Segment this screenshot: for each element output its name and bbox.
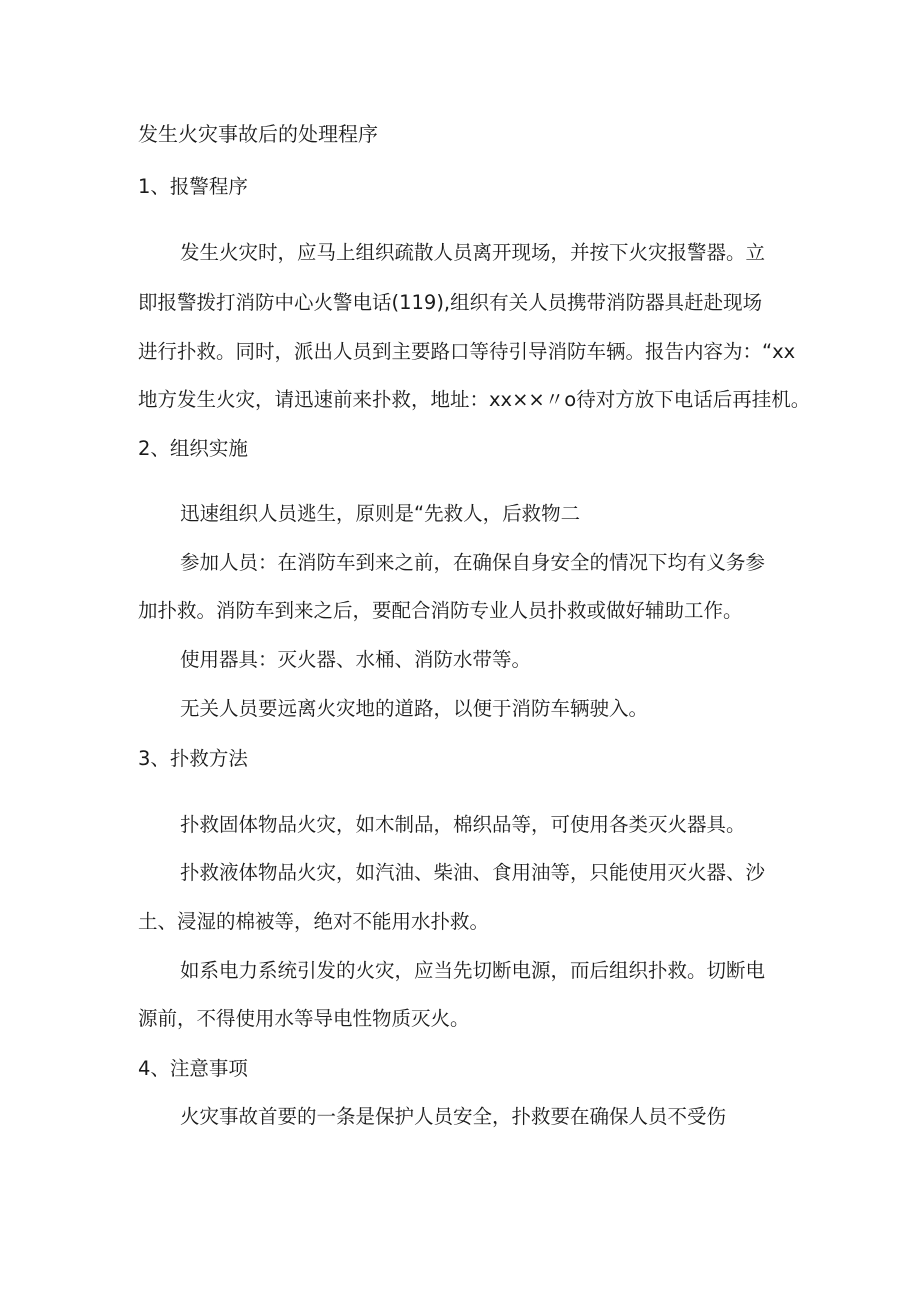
section-heading-organize: 2、组织实施	[138, 437, 248, 460]
document-title: 发生火灾事故后的处理程序	[138, 122, 378, 146]
paragraph-line: 扑救固体物品火灾，如木制品，棉织品等，可使用各类灭火器具。	[180, 813, 746, 836]
paragraph-line: 即报警拨打消防中心火警电话(119),组织有关人员携带消防器具赶赴现场	[138, 291, 763, 314]
paragraph-line: 土、浸湿的棉被等，绝对不能用水扑救。	[138, 910, 490, 933]
paragraph-line: 迅速组织人员逃生，原则是“先救人，后救物二	[180, 502, 581, 525]
paragraph-line: 扑救液体物品火灾，如汽油、柴油、食用油等，只能使用灭火器、沙	[180, 861, 766, 884]
paragraph-line: 参加人员：在消防车到来之前，在确保自身安全的情况下均有义务参	[180, 551, 766, 574]
paragraph-line: 源前，不得使用水等导电性物质灭火。	[138, 1007, 470, 1030]
paragraph-line: 加扑救。消防车到来之后，要配合消防专业人员扑救或做好辅助工作。	[138, 599, 743, 622]
section-heading-method: 3、扑救方法	[138, 747, 248, 770]
paragraph-line: 发生火灾时，应马上组织疏散人员离开现场，并按下火灾报警器。立	[180, 241, 766, 264]
paragraph-line: 如系电力系统引发的火灾，应当先切断电源，而后组织扑救。切断电	[180, 959, 766, 982]
paragraph-line: 无关人员要远离火灾地的道路，以便于消防车辆驶入。	[180, 697, 649, 720]
section-heading-notes: 4、注意事项	[138, 1057, 248, 1080]
paragraph-line: 使用器具：灭火器、水桶、消防水带等。	[180, 648, 532, 671]
paragraph-line: 火灾事故首要的一条是保护人员安全，扑救要在确保人员不受伤	[180, 1105, 727, 1128]
paragraph-line: 地方发生火灾，请迅速前来扑救，地址：xx××〃o待对方放下电话后再挂机。	[138, 388, 811, 411]
section-heading-alarm: 1、报警程序	[138, 175, 248, 198]
paragraph-line: 进行扑救。同时，派出人员到主要路口等待引导消防车辆。报告内容为：“xx	[138, 340, 796, 363]
